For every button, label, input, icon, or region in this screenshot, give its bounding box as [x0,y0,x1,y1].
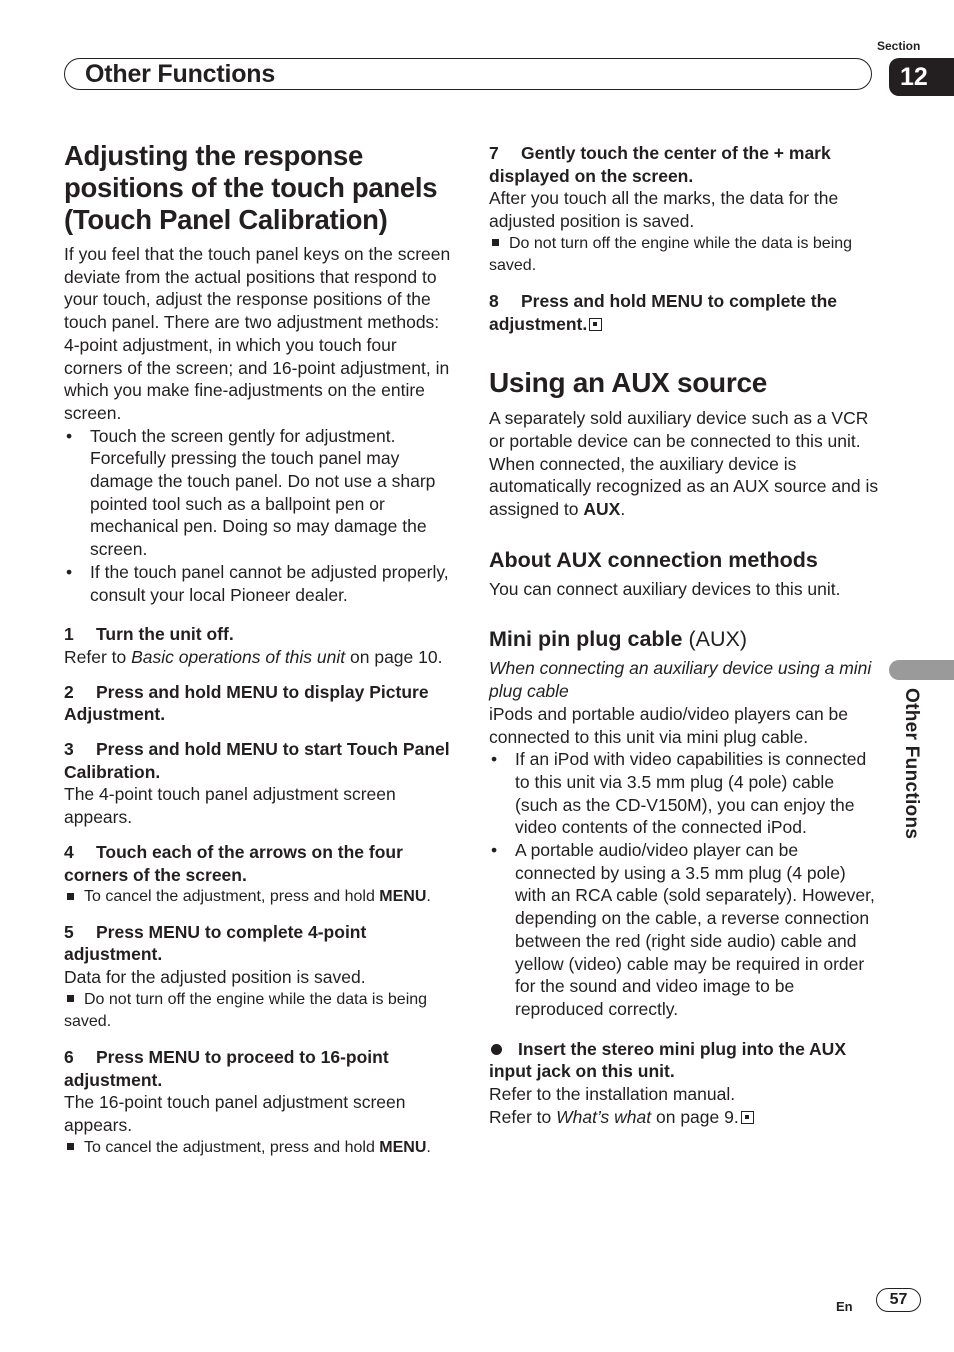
mini-plug-subtitle: When connecting an auxiliary device using a mini plug cable [489,658,872,702]
aux-source-heading: Using an AUX source [489,367,767,399]
side-tab-label: Other Functions [901,688,922,840]
note-square-icon [67,995,74,1002]
page-number: 57 [876,1288,921,1312]
touch-calibration-heading: Adjusting the response positions of the touch panels (Touch Panel Calibration) [64,140,438,235]
step-3 [64,738,454,783]
step-title: Press MENU to complete 4-point adjustment. [64,921,367,965]
step-4-note: To cancel the adjustment, press and hold MENU. [64,886,454,909]
step-4 [64,841,454,886]
end-mark-icon [589,318,602,331]
right-column [489,142,879,1129]
step-title: Insert the stereo mini plug into the AUX input jack on this unit. [489,1038,846,1082]
list-item: • Touch the screen gently for adjustment. Forcefully pressing the touch panel may damage the touch panel. Do not use a sharp pointed tool such as a ballpoint pen or mechanical pen. Doing so may damage the screen. [64,425,454,561]
insert-plug-body-2: Refer to What’s what on page 9. [489,1106,879,1129]
insert-plug-body-1: Refer to the installation manual. [489,1084,736,1105]
step-number: 1 [64,624,74,645]
step-5-note: Do not turn off the engine while the data is being saved. [64,990,428,1031]
step-7 [489,142,879,187]
step-number: 6 [64,1046,74,1067]
section-number: 12 [900,62,928,91]
step-6-note: To cancel the adjustment, press and hold MENU. [64,1137,454,1160]
note-square-icon [67,1143,74,1150]
list-item: • A portable audio/video player can be connected by using a 3.5 mm plug (4 pole) with an RCA cable (sold separately). However, depending on the cable, a reverse connection between the red (right side audio) cable and yellow (video) cable may be required in order for the sound and video image to be reproduced correctly. [489,839,879,1021]
bullet-dot-icon [491,1044,502,1055]
step-1-body: Refer to Basic operations of this unit on page 10. [64,646,443,667]
step-3-body: The 4-point touch panel adjustment screen appears. [64,784,396,828]
mini-plug-body: iPods and portable audio/video players can be connected to this unit via mini plug cable. [489,703,848,747]
step-number: 2 [64,681,74,702]
chapter-title: Other Functions [85,60,276,88]
note-square-icon [492,239,499,246]
step-number: 4 [64,841,74,862]
step-number: 7 [489,143,499,163]
step-7-note: Do not turn off the engine while the data is being saved. [489,234,853,275]
touch-calibration-intro: If you feel that the touch panel keys on the screen deviate from the actual positions that respond to your touch, adjust the response positions of the touch panel. There are two adjustment methods: 4-point adjustment, in which you touch four corners of the screen; and 16-point adjustment, in which you make fine-adjustments on the entire screen. [64,244,451,423]
step-title: Touch each of the arrows on the four corners of the screen. [64,841,403,885]
aux-methods-body: You can connect auxiliary devices to this unit. [489,578,841,599]
step-number: 8 [489,290,499,311]
step-6-body: The 16-point touch panel adjustment screen appears. [64,1092,406,1135]
step-title: Press and hold MENU to complete the adjustment. [489,290,838,334]
list-item: • If an iPod with video capabilities is connected to this unit via 3.5 mm plug (4 pole) cable (such as the CD-V150M), you can enjoy the video contents of the connected iPod. [489,748,879,839]
list-item: • If the touch panel cannot be adjusted properly, consult your local Pioneer dealer. [64,561,454,606]
step-title: Turn the unit off. [96,624,234,645]
step-5-body: Data for the adjusted position is saved. [64,967,366,988]
end-mark-icon [741,1111,754,1124]
cross-reference: Basic operations of this unit [131,646,346,667]
step-title: Press and hold MENU to start Touch Panel Calibration. [64,739,450,782]
aux-methods-heading: About AUX connection methods [489,547,818,572]
step-7-body: After you touch all the marks, the data for the adjusted position is saved. [489,188,839,232]
step-title: Press and hold MENU to display Picture Adjustment. [64,681,429,725]
step-2 [64,681,454,726]
step-8 [489,290,879,335]
language-label: En [836,1299,853,1314]
section-number-badge [889,58,954,96]
section-label: Section [877,39,921,53]
left-column [64,140,454,1159]
cross-reference: What’s what [556,1106,652,1127]
step-number: 3 [64,739,74,760]
side-tab-marker [889,660,954,680]
aux-intro: A separately sold auxiliary device such as a VCR or portable device can be connected to this unit. When connected, the auxiliary device is automatically recognized as an AUX source and is assigned to AUX. [489,408,879,520]
step-1 [64,623,454,646]
step-title: Press MENU to proceed to 16-point adjustment. [64,1046,389,1090]
step-5 [64,921,454,966]
mini-plug-heading: Mini pin plug cable (AUX) [489,627,748,652]
step-6 [64,1046,454,1091]
touch-calibration-bullets [64,425,454,607]
step-number: 5 [64,921,74,942]
step-title: Gently touch the center of the + mark displayed on the screen. [489,143,831,186]
mini-plug-bullets [489,748,879,1020]
note-square-icon [67,893,74,900]
insert-plug-step [489,1038,879,1083]
